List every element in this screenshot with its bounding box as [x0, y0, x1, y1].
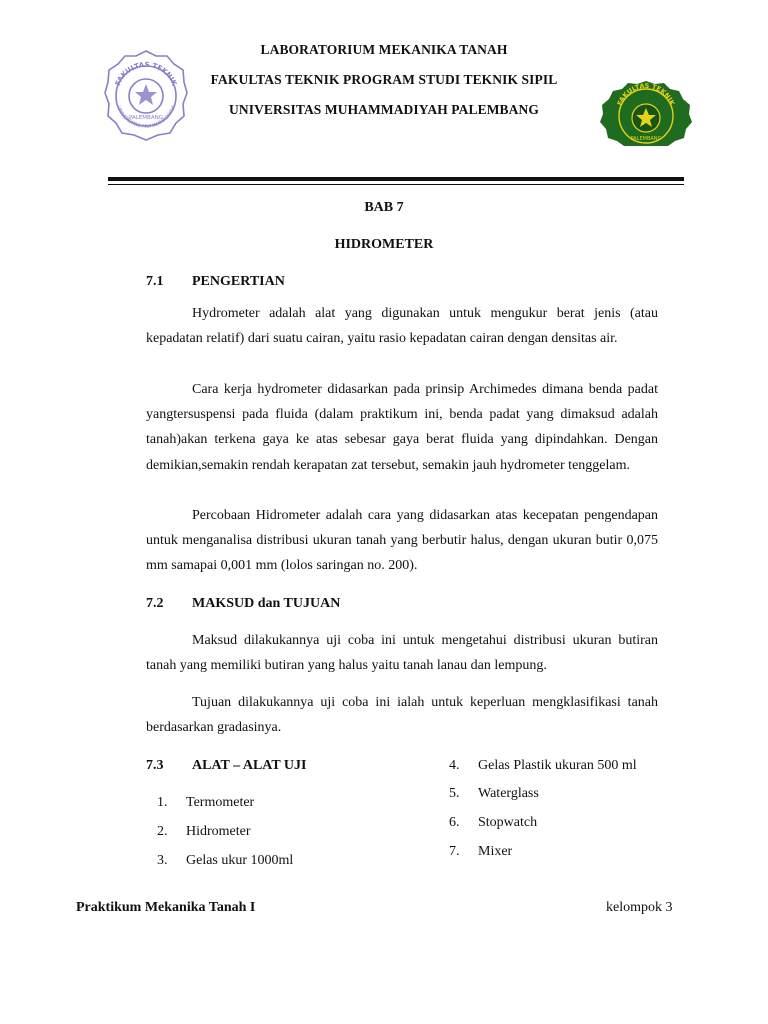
section-2-title: MAKSUD dan TUJUAN — [192, 596, 341, 611]
section-2-paragraph-1: Maksud dilakukannya uji coba ini untuk mengetahui distribusi ukuran butiran tanah yang memiliki butiran yang halus yaitu tanah lanau dan lempung. — [146, 633, 658, 674]
list-item-label: Termometer — [186, 795, 255, 810]
list-item-number: 1. — [157, 795, 168, 810]
header-faculty-name: FAKULTAS TEKNIK PROGRAM STUDI TEKNIK SIPIL — [210, 72, 558, 87]
chapter-label: BAB 7 — [364, 200, 404, 215]
footer-course-name: Praktikum Mekanika Tanah I — [76, 900, 256, 915]
list-item-number: 4. — [449, 758, 460, 773]
list-item-number: 3. — [157, 853, 168, 868]
section-1-paragraph-1: Hydrometer adalah alat yang digunakan untuk mengukur berat jenis (atau kepadatan relatif) dari suatu cairan, yaitu rasio kepadatan cairan dengan densitas air. — [146, 306, 658, 347]
list-item-label: Hidrometer — [186, 824, 251, 839]
faculty-stamp-logo — [104, 48, 188, 142]
list-item-label: Waterglass — [478, 786, 539, 801]
list-item-number: 6. — [449, 815, 460, 830]
header-divider-thick — [108, 177, 684, 181]
header-divider-thin — [108, 184, 684, 185]
list-item-number: 5. — [449, 786, 460, 801]
section-3-number: 7.3 — [146, 758, 164, 773]
header-university-name: UNIVERSITAS MUHAMMADIYAH PALEMBANG — [229, 102, 539, 117]
section-1-title: PENGERTIAN — [192, 274, 285, 289]
section-2-paragraph-2: Tujuan dilakukannya uji coba ini ialah untuk keperluan mengklasifikasi tanah berdasarkan gradasinya. — [146, 695, 658, 736]
chapter-title: HIDROMETER — [334, 237, 434, 252]
section-1-paragraph-3: Percobaan Hidrometer adalah cara yang didasarkan atas kecepatan pengendapan untuk menganalisa distribusi ukuran tanah yang berbutir halus, dengan ukuran butir 0,075 mm samapai 0,001 mm (lolos saringan no. 200). — [146, 508, 658, 574]
svg-text:UNIVERSITAS MUHAMMADIYAH: UNIVERSITAS MUHAMMADIYAH — [115, 105, 177, 131]
footer-group-label: kelompok 3 — [606, 900, 673, 915]
section-3-title: ALAT – ALAT UJI — [192, 758, 307, 773]
list-item-label: Gelas ukur 1000ml — [186, 853, 294, 868]
svg-text:FAKULTAS TEKNIK: FAKULTAS TEKNIK — [615, 81, 677, 107]
list-item-label: Gelas Plastik ukuran 500 ml — [478, 758, 637, 773]
header-lab-name: LABORATORIUM MEKANIKA TANAH — [260, 42, 508, 57]
section-1-paragraph-2: Cara kerja hydrometer didasarkan pada prinsip Archimedes dimana benda padat yangtersuspensi pada fluida (dalam praktikum ini, benda padat yang dimaksud adalah tanah)akan terkena gaya ke atas sebesar gaya berat fluida yang dipindahkan. Dengan demikian,semakin rendah kerapatan zat tersebut, semakin jauh hydrometer tenggelam. — [146, 382, 658, 473]
svg-text:PALEMBANG: PALEMBANG — [129, 115, 163, 121]
svg-text:FAKULTAS TEKNIK: FAKULTAS TEKNIK — [113, 60, 179, 87]
list-item-number: 2. — [157, 824, 168, 839]
section-1-number: 7.1 — [146, 274, 164, 289]
section-2-number: 7.2 — [146, 596, 164, 611]
list-item-label: Mixer — [478, 844, 513, 859]
list-item-label: Stopwatch — [478, 815, 538, 830]
list-item-number: 7. — [449, 844, 460, 859]
faculty-stamp-icon — [104, 48, 188, 142]
svg-text:PALEMBANG: PALEMBANG — [630, 136, 662, 142]
